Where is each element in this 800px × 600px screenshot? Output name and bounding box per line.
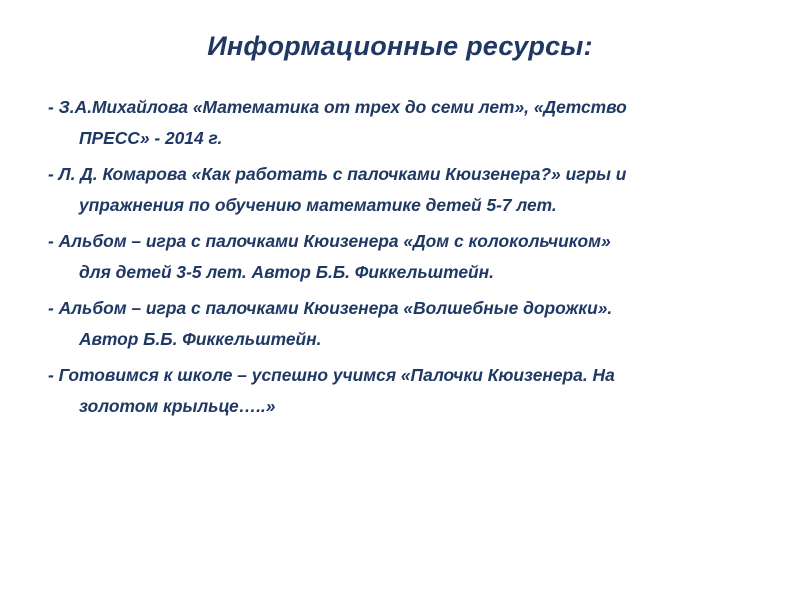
resource-item bbox=[48, 159, 754, 221]
resource-item-line2: упражнения по обучению математике детей 5-7 лет. bbox=[79, 195, 557, 215]
resource-item bbox=[48, 92, 754, 154]
resource-item-line1: - Л. Д. Комарова «Как работать с палочками Кюизенера?» игры и bbox=[48, 164, 627, 184]
resource-item-line2: золотом крыльце…..» bbox=[79, 396, 276, 416]
resource-item-line1: - З.А.Михайлова «Математика от трех до семи лет», «Детство bbox=[48, 97, 627, 117]
resource-list bbox=[48, 92, 754, 427]
resource-item-line2: ПРЕСС» - 2014 г. bbox=[79, 128, 223, 148]
resource-item bbox=[48, 226, 754, 288]
resource-item-line1: - Альбом – игра с палочками Кюизенера «Дом с колокольчиком» bbox=[48, 231, 611, 251]
resource-item-line1: - Готовимся к школе – успешно учимся «Палочки Кюизенера. На bbox=[48, 365, 615, 385]
resource-item-line2: для детей 3-5 лет. Автор Б.Б. Фиккельштейн. bbox=[79, 262, 494, 282]
slide-title: Информационные ресурсы: bbox=[207, 31, 593, 61]
resource-item-line2: Автор Б.Б. Фиккельштейн. bbox=[79, 329, 322, 349]
resource-item bbox=[48, 293, 754, 355]
resource-item bbox=[48, 360, 754, 422]
resource-item-line1: - Альбом – игра с палочками Кюизенера «Волшебные дорожки». bbox=[48, 298, 613, 318]
